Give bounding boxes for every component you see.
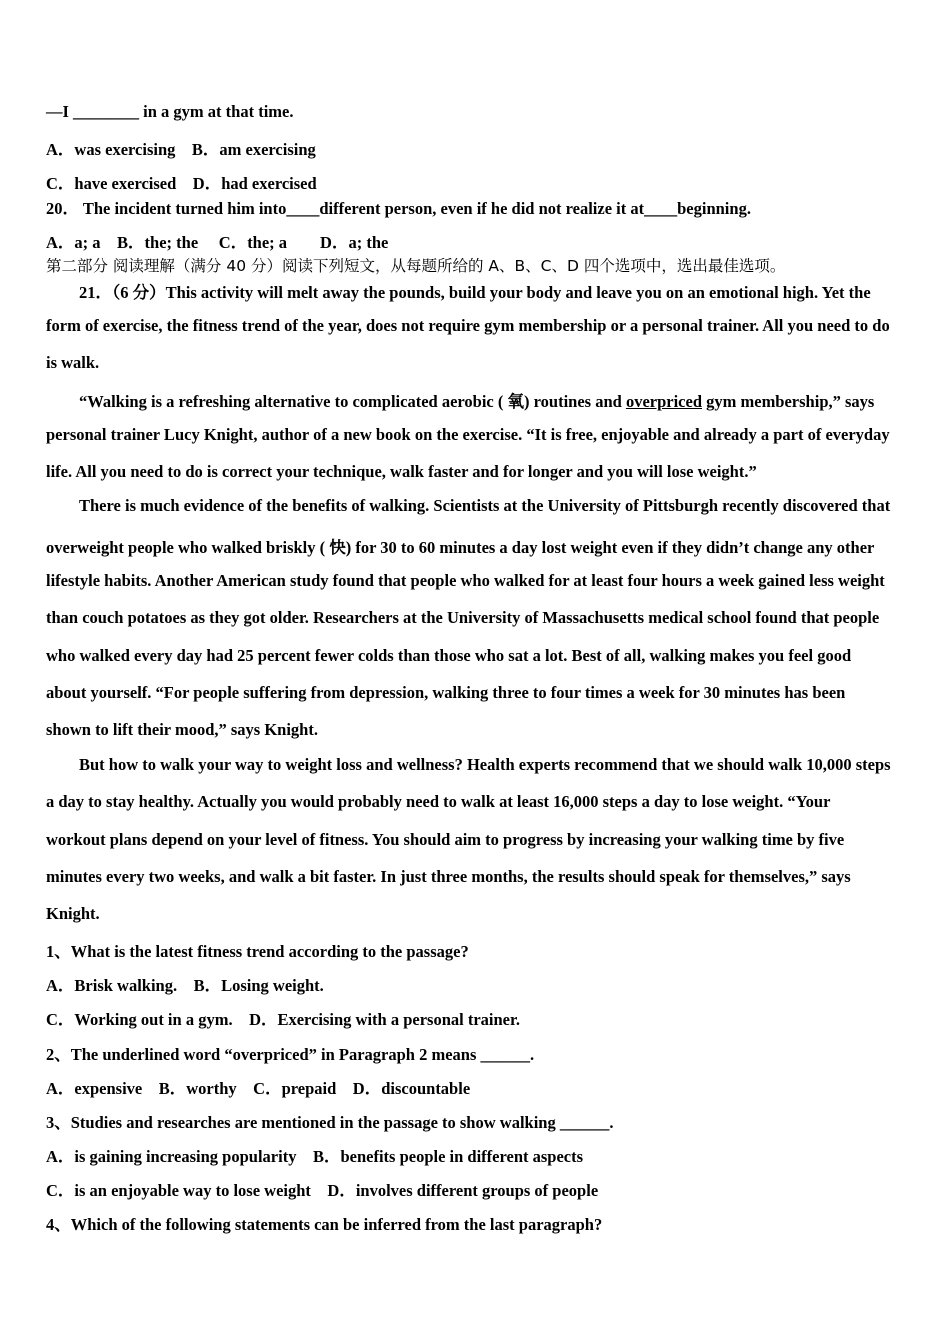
passage-p2-line-3: life. All you need to do is correct your technique, walk faster and for longer and you will lose weight.” bbox=[46, 462, 757, 481]
passage-p3-line-2: overweight people who walked briskly ( 快) for 30 to 60 minutes a day lost weight even if they didn’t change any other bbox=[46, 538, 875, 557]
passage-p3-line-7: shown to lift their mood,” says Knight. bbox=[46, 720, 318, 739]
p2-text-before: “Walking is a refreshing alternative to complicated aerobic ( 氧) routines and bbox=[79, 392, 626, 411]
passage-p3-line-4: than couch potatoes as they got older. Researchers at the University of Massachusetts medical school found that people bbox=[46, 608, 880, 627]
passage-p4-line-3: workout plans depend on your level of fitness. You should aim to progress by increasing your walking time by five bbox=[46, 830, 845, 849]
q20-options: A．a; a B．the; the C．the; a D．a; the bbox=[46, 233, 389, 252]
passage-p2-line-2: personal trainer Lucy Knight, author of a new book on the exercise. “It is free, enjoyable and already a part of everyday bbox=[46, 425, 890, 444]
question-3-options-cd: C．is an enjoyable way to lose weight D．involves different groups of people bbox=[46, 1181, 599, 1200]
p2-text-after: gym membership,” says bbox=[702, 392, 875, 411]
passage-p2-line-1 bbox=[79, 388, 874, 412]
question-1-options-cd: C．Working out in a gym. D．Exercising with a personal trainer. bbox=[46, 1010, 520, 1029]
passage-p4-line-2: a day to stay healthy. Actually you would probably need to walk at least 16,000 steps a day to lose weight. “Your bbox=[46, 792, 831, 811]
question-2-stem: 2、The underlined word “overpriced” in Paragraph 2 means ______. bbox=[46, 1045, 535, 1064]
passage-p4-line-4: minutes every two weeks, and walk a bit faster. In just three months, the results should speak for themselves,” says bbox=[46, 867, 851, 886]
part2-heading: 第二部分 阅读理解（满分 40 分）阅读下列短文，从每题所给的 A、B、C、D 四个选项中，选出最佳选项。 bbox=[46, 257, 786, 275]
passage-p3-line-6: about yourself. “For people suffering from depression, walking three to four times a week for 30 minutes has been bbox=[46, 683, 846, 702]
passage-p1-line-2: form of exercise, the fitness trend of the year, does not require gym membership or a personal trainer. All you need to do bbox=[46, 316, 890, 335]
q19-options-cd: C．have exercised D．had exercised bbox=[46, 174, 317, 193]
passage-p1-line-1: 21．（6 分）This activity will melt away the pounds, build your body and leave you on an emotional high. Yet the bbox=[79, 283, 871, 302]
underlined-word: overpriced bbox=[625, 392, 702, 411]
question-3-stem: 3、Studies and researches are mentioned in the passage to show walking ______. bbox=[46, 1113, 614, 1132]
q19-options-ab: A．was exercising B．am exercising bbox=[46, 140, 316, 159]
passage-p3-line-1: There is much evidence of the benefits of walking. Scientists at the University of Pittsburgh recently discovered that bbox=[79, 496, 891, 515]
passage-p1-line-3: is walk. bbox=[46, 353, 100, 372]
question-2-options: A．expensive B．worthy C．prepaid D．discountable bbox=[46, 1079, 471, 1098]
q20-stem: 20． The incident turned him into____different person, even if he did not realize it at____beginning. bbox=[46, 199, 751, 218]
question-3-options-ab: A．is gaining increasing popularity B．benefits people in different aspects bbox=[46, 1147, 584, 1166]
question-1-options-ab: A．Brisk walking. B．Losing weight. bbox=[46, 976, 324, 995]
q19-answer-line: —I ________ in a gym at that time. bbox=[46, 102, 294, 121]
question-4-stem: 4、Which of the following statements can be inferred from the last paragraph? bbox=[46, 1215, 603, 1234]
passage-p4-line-1: But how to walk your way to weight loss and wellness? Health experts recommend that we should walk 10,000 steps bbox=[79, 755, 891, 774]
passage-p4-line-5: Knight. bbox=[46, 904, 100, 923]
question-1-stem: 1、What is the latest fitness trend according to the passage? bbox=[46, 942, 469, 961]
passage-p3-line-5: who walked every day had 25 percent fewer colds than those who sat a lot. Best of all, walking makes you feel good bbox=[46, 646, 852, 665]
passage-p3-line-3: lifestyle habits. Another American study found that people who walked for at least four hours a week gained less weight bbox=[46, 571, 885, 590]
